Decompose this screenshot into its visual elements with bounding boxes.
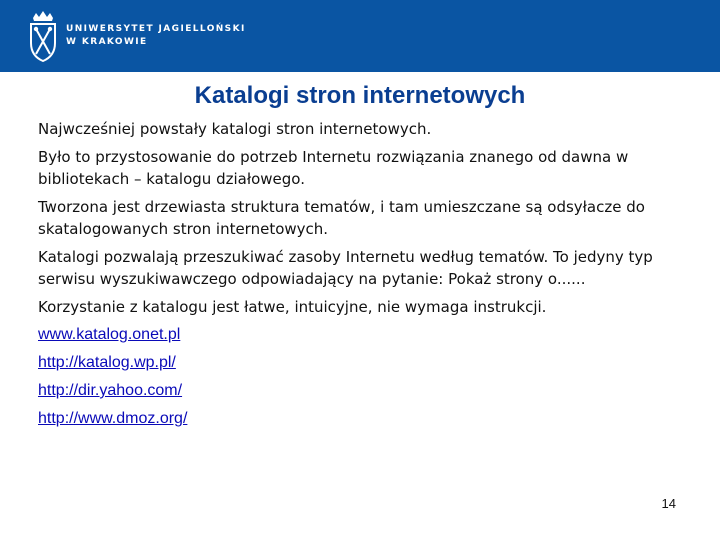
link-dmoz[interactable]: http://www.dmoz.org/ [38, 410, 188, 427]
slide-body [38, 118, 688, 436]
slide-title: Katalogi stron internetowych [194, 82, 526, 109]
link-katalog-wp[interactable]: http://katalog.wp.pl/ [38, 354, 176, 371]
university-name-line2: W KRAKOWIE [66, 37, 148, 47]
paragraph-2: Było to przystosowanie do potrzeb Internetu rozwiązania znanego od dawna w bibliotekach – katalogu działowego. [38, 148, 629, 188]
university-name-line1: UNIWERSYTET JAGIELLOŃSKI [66, 24, 246, 34]
university-logo[interactable] [28, 10, 246, 62]
paragraph-4: Katalogi pozwalają przeszukiwać zasoby Internetu według tematów. To jedyny typ serwisu wyszukiwawczego odpowiadający na pytanie: Pokaż strony o...... [38, 248, 653, 288]
paragraph-3: Tworzona jest drzewiasta struktura tematów, i tam umieszczane są odsyłacze do skatalogowanych stron internetowych. [38, 198, 645, 238]
page-number: 14 [661, 496, 676, 511]
university-emblem-icon [28, 10, 58, 62]
header-bar [0, 0, 720, 72]
link-katalog-onet[interactable]: www.katalog.onet.pl [38, 326, 181, 343]
link-dir-yahoo[interactable]: http://dir.yahoo.com/ [38, 382, 183, 399]
paragraph-1: Najwcześniej powstały katalogi stron internetowych. [38, 120, 432, 138]
paragraph-5: Korzystanie z katalogu jest łatwe, intuicyjne, nie wymaga instrukcji. [38, 298, 547, 316]
university-name [66, 23, 246, 49]
